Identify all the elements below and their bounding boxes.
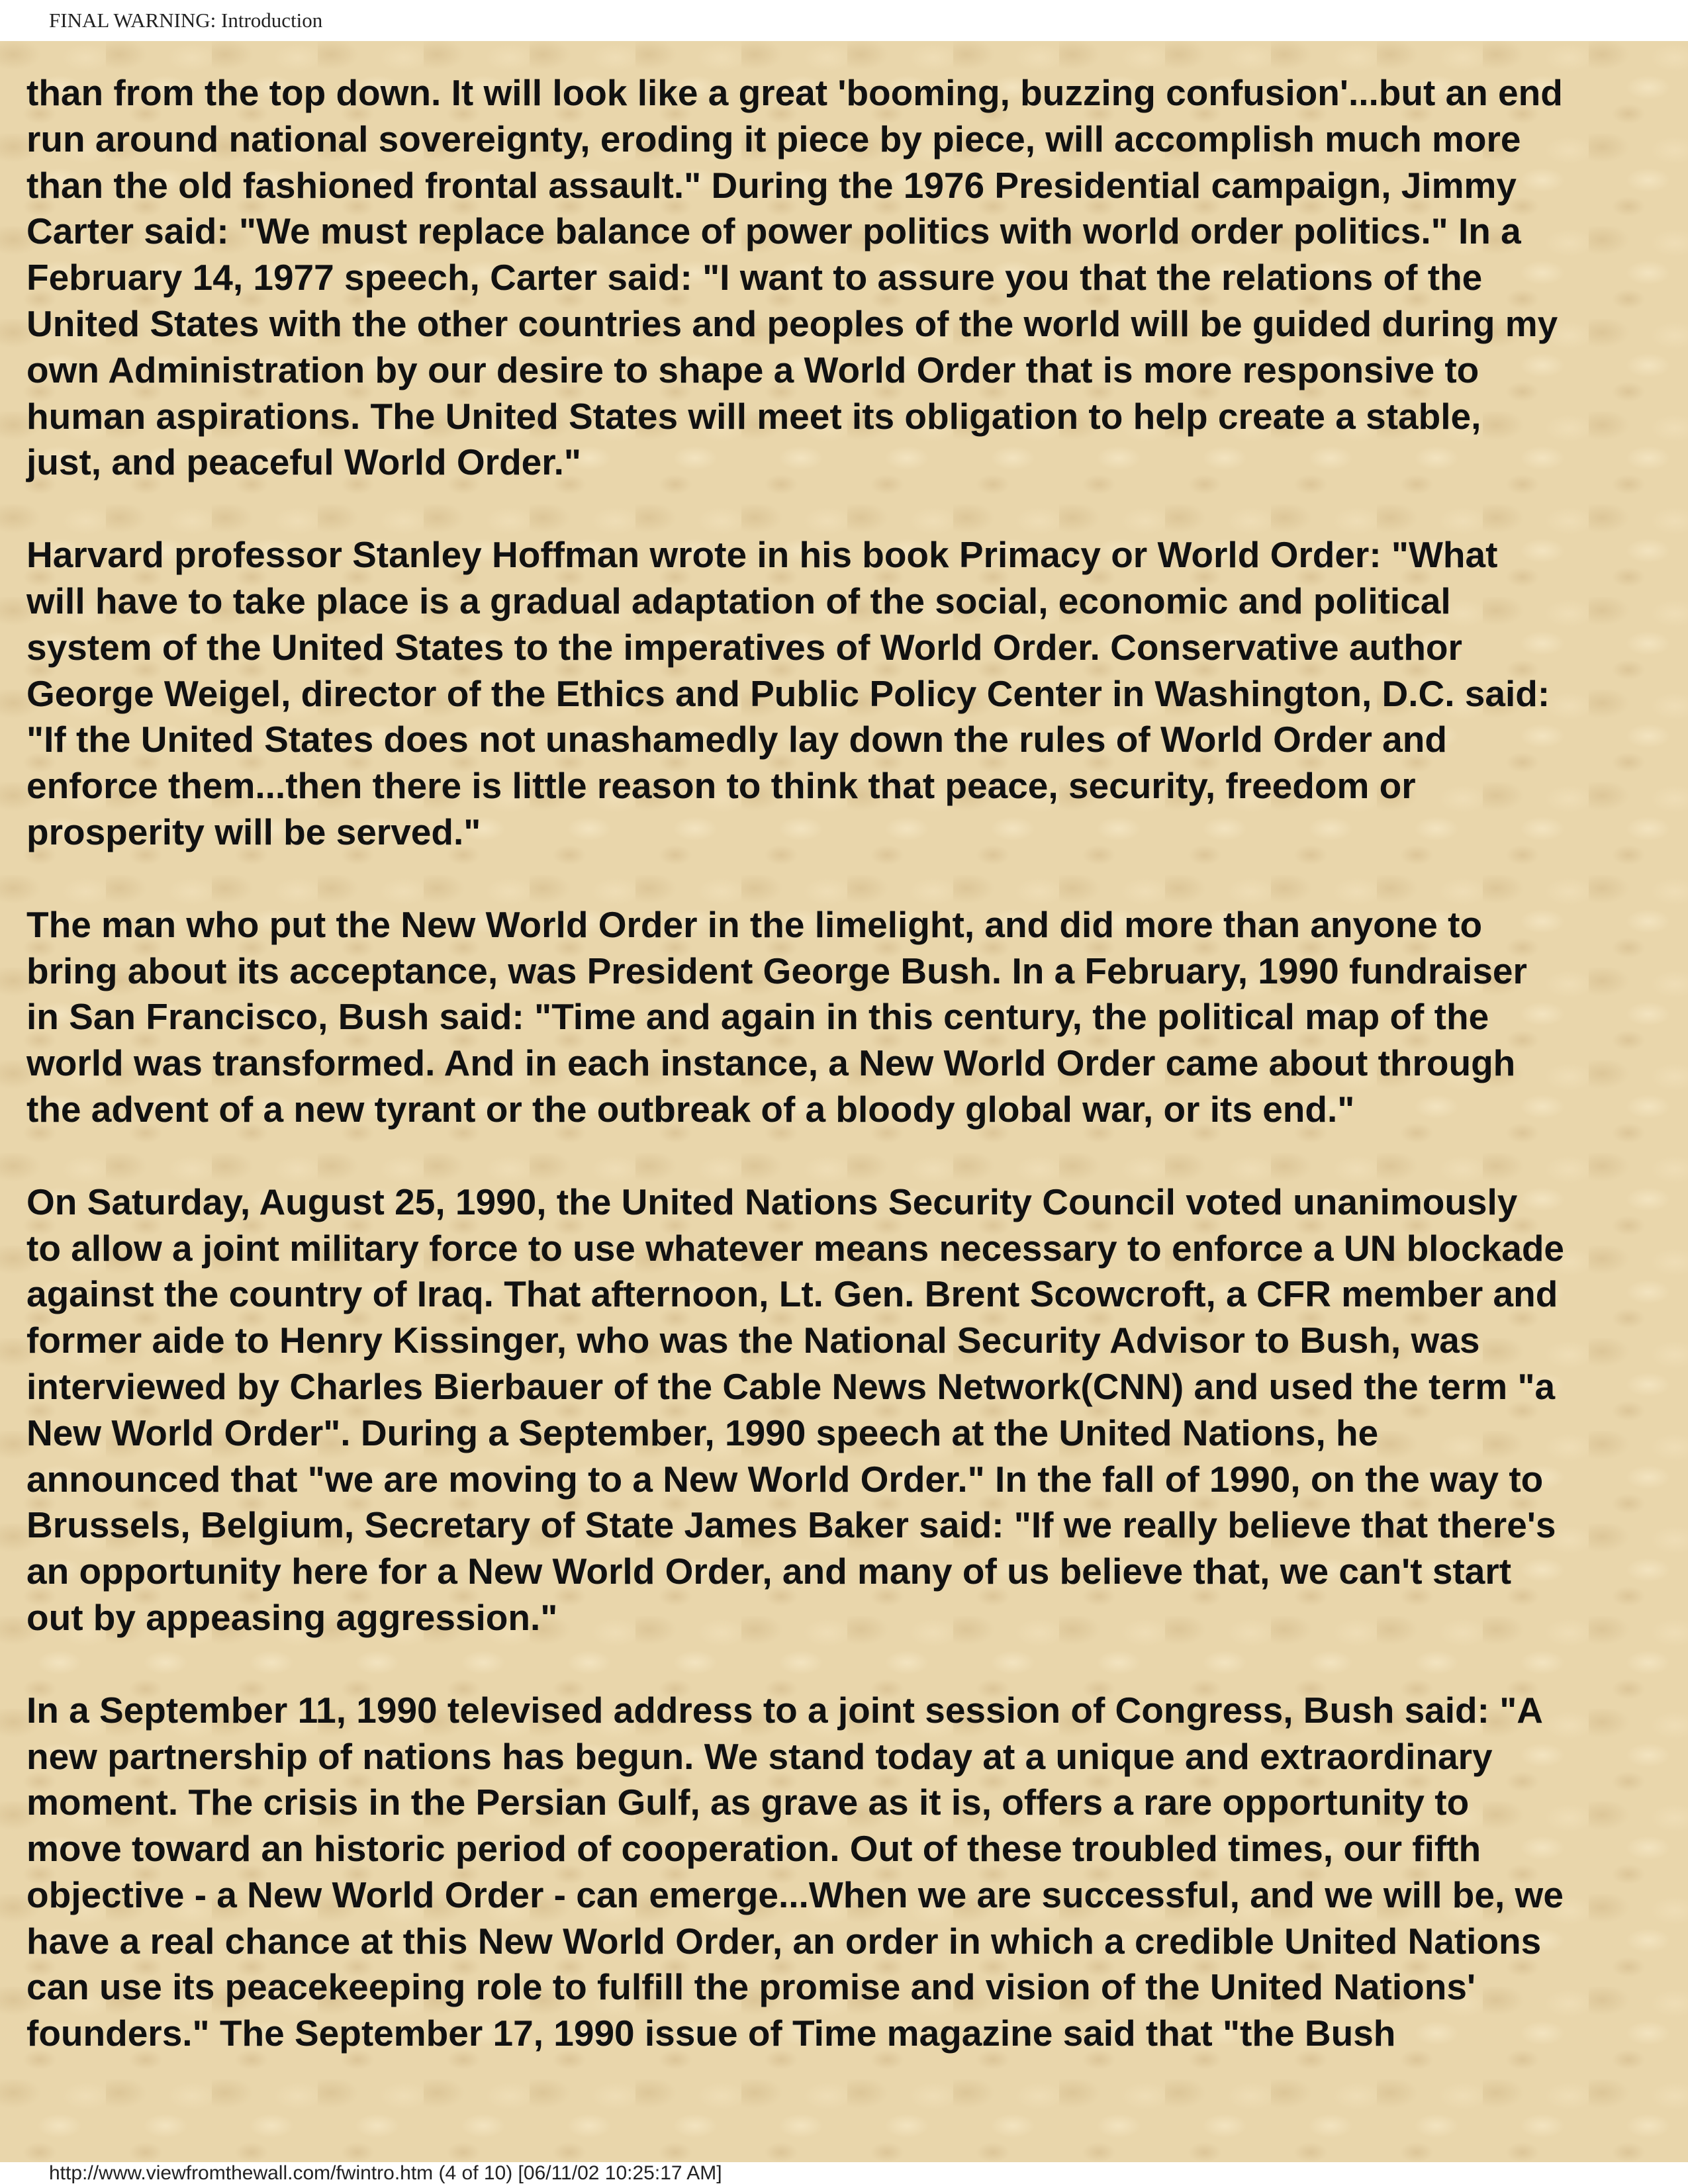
paragraph-bush-san-francisco: The man who put the New World Order in the limelight, and did more than anyone to bring about its acceptance, was President George Bush. In a February, 1990 fundraiser in San Francisco, Bush said: "Time and again in this century, the political map of the world was transformed. And in each instance, a New World Order came about through the advent of a new tyrant or the outbreak of a bloody global war, or its end." bbox=[26, 903, 1527, 1130]
paragraph-security-council-iraq: On Saturday, August 25, 1990, the United Nations Security Council voted unanimously to allow a joint military force to use whatever means necessary to enforce a UN blockade against the country of Iraq. That afternoon, Lt. Gen. Brent Scowcroft, a CFR member and former aide to Henry Kissinger, who was the National Security Advisor to Bush, was interviewed by Charles Bierbauer of the Cable News Network(CNN) and used the term "a New World Order". During a September, 1990 speech at the United Nations, he announced that "we are moving to a New World Order." In the fall of 1990, on the way to Brussels, Belgium, Secretary of State James Baker said: "If we really believe that there's an opportunity here for a New World Order, and many of us believe that, we can't start out by appeasing aggression." bbox=[26, 1181, 1564, 1638]
print-header-title: FINAL WARNING: Introduction bbox=[0, 0, 1688, 41]
paragraph-hoffman-weigel: Harvard professor Stanley Hoffman wrote in his book Primacy or World Order: "What will have to take place is a gradual adaptation of the social, economic and political system of the United States to the imperatives of World Order. Conservative author George Weigel, director of the Ethics and Public Policy Center in Washington, D.C. said: "If the United States does not unashamedly lay down the rules of World Order and enforce them...then there is little reason to think that peace, security, freedom or prosperity will be served." bbox=[26, 534, 1550, 852]
paragraph-carter-world-order: than from the top down. It will look like a great 'booming, buzzing confusion'...but an end run around national sovereignty, eroding it piece by piece, will accomplish much more than the old fashioned frontal assault." During the 1976 Presidential campaign, Jimmy Carter said: "We must replace balance of power politics with world order politics." In a February 14, 1977 speech, Carter said: "I want to assure you that the relations of the United States with the other countries and peoples of the world will be guided during my own Administration by our desire to shape a World Order that is more responsive to human aspirations. The United States will meet its obligation to help create a stable, just, and peaceful World Order." bbox=[26, 72, 1563, 483]
document-body bbox=[0, 41, 1688, 2162]
print-footer-url: http://www.viewfromthewall.com/fwintro.htm (4 of 10) [06/11/02 10:25:17 AM] bbox=[0, 2162, 1688, 2184]
paragraph-bush-congress-address: In a September 11, 1990 televised address to a joint session of Congress, Bush said: "A new partnership of nations has begun. We stand today at a unique and extraordinary moment. The crisis in the Persian Gulf, as grave as it is, offers a rare opportunity to move toward an historic period of cooperation. Out of these troubled times, our fifth objective - a New World Order - can emerge...When we are successful, and we will be, we have a real chance at this New World Order, an order in which a credible United Nations can use its peacekeeping role to fulfill the promise and vision of the United Nations' founders." The September 17, 1990 issue of Time magazine said that "the Bush bbox=[26, 1689, 1564, 2054]
